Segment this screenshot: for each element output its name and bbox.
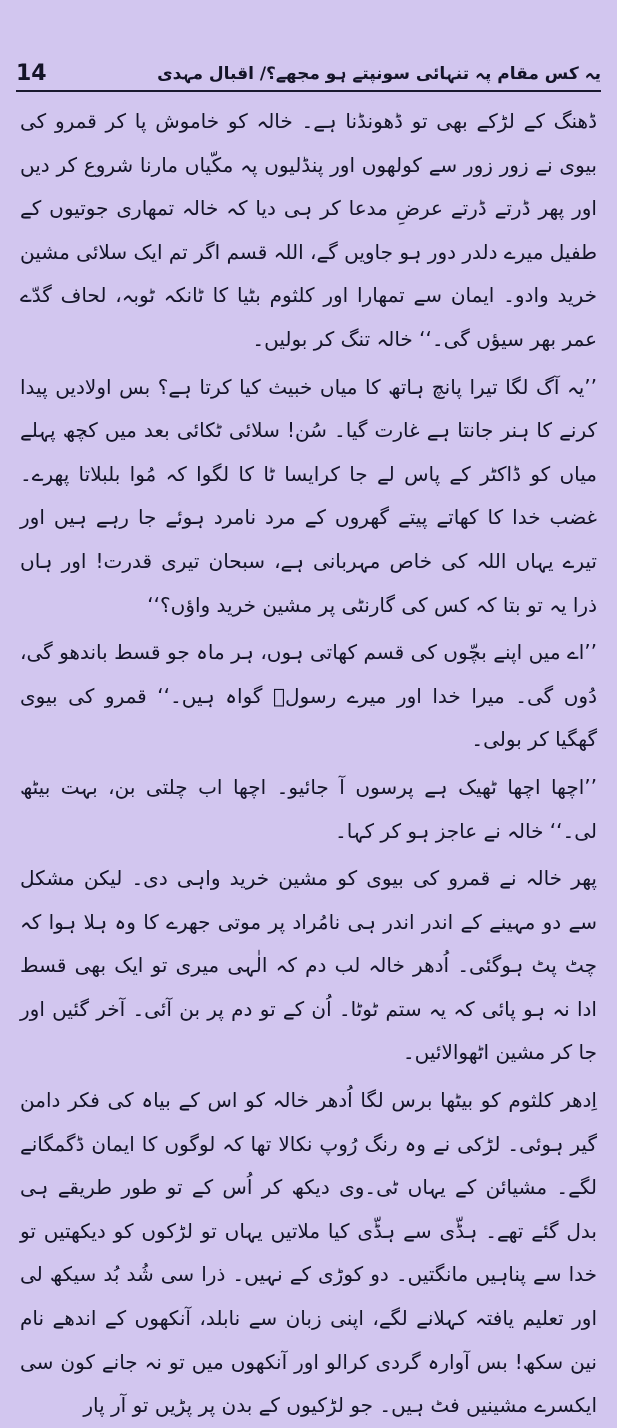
- paragraph: ’’اچھا اچھا ٹھیک ہے پرسوں آ جائیو۔ اچھا اب چلتی بن، بہت بیٹھ لی۔‘‘ خالہ نے عاجز ہو کر کہا۔: [20, 774, 597, 843]
- page-header: [16, 56, 601, 92]
- page-number: 14: [16, 60, 47, 86]
- paragraph: اِدھر کلثوم کو بیٹھا برس لگا اُدھر خالہ کو اس کے بیاہ کی فکر دامن گیر ہوئی۔ لڑکی نے وہ رنگ رُوپ نکالا تھا کہ لوگوں کا ایمان ڈگمگانے لگے۔ مشیائن کے یہاں ٹی۔وی دیکھ کر اُس کے تو طور طریقے ہی بدل گئے تھے۔ ہڈّی سے ہڈّی کیا ملاتیں یہاں تو لڑکوں کو دیکھتیں تو خدا سے پناہیں مانگتیں۔ دو کوڑی کے نہیں۔ ذرا سی شُد بُد سیکھ لی اور تعلیم یافتہ کہلانے لگے، اپنی زبان سے نابلد، آنکھوں کے اندھے نام نین سکھ! بس آوارہ گردی کرالو اور آنکھوں میں تو نہ جانے کون سی ایکسرے مشینیں فٹ ہیں۔ جو لڑکیوں کے بدن پر پڑیں تو آر پار: [20, 1088, 597, 1418]
- paragraph: پھر خالہ نے قمرو کی بیوی کو مشین خرید واہی دی۔ لیکن مشکل سے دو مہینے کے اندر اندر ہی نامُراد پر موتی جھرے کا وہ ہلا ہوا کہ چٹ پٹ ہوگئی۔ اُدھر خالہ لب دم کہ الٰہی میری تو ایک بھی قسط ادا نہ ہو پائی کہ یہ ستم ٹوٹا۔ اُن کے تو دم پر بن آئی۔ آخر گئیں اور جا کر مشین اٹھوالائیں۔: [20, 866, 597, 1065]
- body-text: [20, 100, 597, 1418]
- running-title: یہ کس مقام پہ تنہائی سونپتے ہو مجھے؟/ اقبال مہدی: [157, 63, 601, 84]
- paragraph: ڈھنگ کے لڑکے بھی تو ڈھونڈنا ہے۔ خالہ کو خاموش پا کر قمرو کی بیوی نے زور زور سے کولھوں اور پنڈلیوں پہ مکّیاں مارنا شروع کر دیں اور پھر ڈرتے ڈرتے عرضِ مدعا کر ہی دیا کہ خالہ تمھاری جوتیوں کے طفیل میرے دلدر دور ہو جاویں گے، اللہ قسم اگر تم ایک سلائی مشین خرید وادو۔ ایمان سے تمھارا اور کلثوم بٹیا کا ٹانکہ ٹوبہ، لحاف گدّے عمر بھر سیؤں گی۔‘‘ خالہ تنگ کر بولیں۔: [20, 109, 597, 351]
- paragraph: ’’اے میں اپنے بچّوں کی قسم کھاتی ہوں، ہر ماہ جو قسط باندھو گی، دُوں گی۔ میرا خدا اور میرے رسولؐ گواہ ہیں۔‘‘ قمرو کی بیوی گھگیا کر بولی۔: [20, 640, 597, 752]
- paragraph: ’’یہ آگ لگا تیرا پانچ ہاتھ کا میاں خبیث کیا کرتا ہے؟ بس اولادیں پیدا کرنے کا ہنر جانتا ہے غارت گیا۔ سُن! سلائی ٹکائی بعد میں کچھ پہلے میاں کو ڈاکٹر کے پاس لے جا کرایسا ٹا کا لگوا کہ مُوا بلبلاتا پھرے۔ غضب خدا کا کھاتے پیتے گھروں کے مرد نامرد ہوئے جا رہے ہیں اور تیرے یہاں اللہ کی خاص مہربانی ہے، سبحان تیری قدرت! اور ہاں ذرا یہ تو بتا کہ کس کی گارنٹی پر مشین خرید واؤں؟‘‘: [20, 374, 597, 617]
